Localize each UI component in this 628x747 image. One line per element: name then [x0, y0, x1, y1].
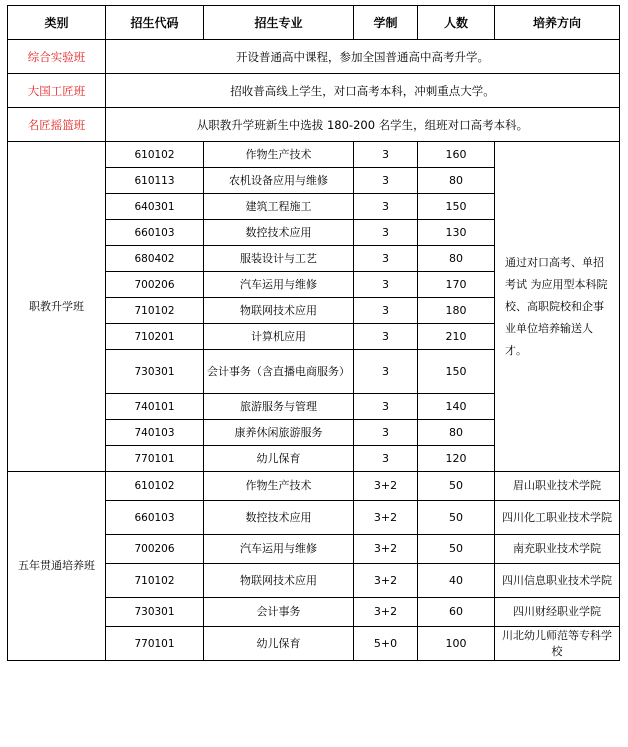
major-name: 服装设计与工艺	[204, 246, 354, 272]
enroll-count: 40	[418, 564, 495, 598]
duration: 3+2	[354, 472, 418, 501]
special-class-description: 开设普通高中课程，参加全国普通高中高考升学。	[106, 40, 620, 74]
enroll-count: 80	[418, 420, 495, 446]
major-code: 610102	[106, 472, 204, 501]
major-name: 会计事务（含直播电商服务）	[204, 350, 354, 394]
vocational-row	[8, 142, 620, 168]
major-code: 700206	[106, 272, 204, 298]
partner-college: 四川信息职业技术学院	[495, 564, 620, 598]
enroll-count: 80	[418, 246, 495, 272]
duration: 3	[354, 220, 418, 246]
special-class-row	[8, 40, 620, 74]
major-code: 640301	[106, 194, 204, 220]
major-code: 770101	[106, 627, 204, 661]
major-code: 770101	[106, 446, 204, 472]
enroll-count: 60	[418, 598, 495, 627]
header-direction: 培养方向	[495, 6, 620, 40]
duration: 3+2	[354, 598, 418, 627]
major-name: 物联网技术应用	[204, 564, 354, 598]
major-code: 710201	[106, 324, 204, 350]
enroll-count: 150	[418, 194, 495, 220]
duration: 3	[354, 324, 418, 350]
major-code: 740103	[106, 420, 204, 446]
duration: 3	[354, 298, 418, 324]
duration: 3	[354, 246, 418, 272]
major-code: 710102	[106, 298, 204, 324]
major-code: 700206	[106, 535, 204, 564]
enrollment-table	[7, 5, 620, 661]
major-name: 作物生产技术	[204, 472, 354, 501]
major-code: 710102	[106, 564, 204, 598]
header-category: 类别	[8, 6, 106, 40]
duration: 3	[354, 272, 418, 298]
major-name: 康养休闲旅游服务	[204, 420, 354, 446]
special-class-row	[8, 108, 620, 142]
enroll-count: 180	[418, 298, 495, 324]
major-code: 660103	[106, 220, 204, 246]
duration: 3+2	[354, 501, 418, 535]
duration: 3	[354, 194, 418, 220]
special-class-description: 招收普高线上学生，对口高考本科，冲刺重点大学。	[106, 74, 620, 108]
duration: 3	[354, 168, 418, 194]
enroll-count: 80	[418, 168, 495, 194]
enroll-count: 140	[418, 394, 495, 420]
major-name: 物联网技术应用	[204, 298, 354, 324]
major-code: 610102	[106, 142, 204, 168]
enroll-count: 160	[418, 142, 495, 168]
major-name: 旅游服务与管理	[204, 394, 354, 420]
duration: 3	[354, 394, 418, 420]
header-code: 招生代码	[106, 6, 204, 40]
special-class-row	[8, 74, 620, 108]
enroll-count: 50	[418, 535, 495, 564]
special-class-name: 大国工匠班	[8, 74, 106, 108]
partner-college: 四川财经职业学院	[495, 598, 620, 627]
enroll-count: 50	[418, 472, 495, 501]
major-name: 建筑工程施工	[204, 194, 354, 220]
major-name: 计算机应用	[204, 324, 354, 350]
duration: 5+0	[354, 627, 418, 661]
duration: 3	[354, 420, 418, 446]
duration: 3+2	[354, 564, 418, 598]
major-name: 幼儿保育	[204, 627, 354, 661]
major-name: 幼儿保育	[204, 446, 354, 472]
partner-college: 四川化工职业技术学院	[495, 501, 620, 535]
duration: 3	[354, 350, 418, 394]
header-row	[8, 6, 620, 40]
vocational-category: 职教升学班	[8, 142, 106, 472]
duration: 3+2	[354, 535, 418, 564]
partner-college: 眉山职业技术学院	[495, 472, 620, 501]
major-name: 数控技术应用	[204, 501, 354, 535]
major-code: 740101	[106, 394, 204, 420]
major-name: 农机设备应用与维修	[204, 168, 354, 194]
vocational-direction: 通过对口高考、单招考试 为应用型本科院校、高职院校和企事业单位培养输送人才。	[495, 142, 620, 472]
major-name: 作物生产技术	[204, 142, 354, 168]
header-duration: 学制	[354, 6, 418, 40]
enroll-count: 130	[418, 220, 495, 246]
enroll-count: 120	[418, 446, 495, 472]
partner-college: 南充职业技术学院	[495, 535, 620, 564]
duration: 3	[354, 446, 418, 472]
special-class-name: 综合实验班	[8, 40, 106, 74]
special-class-description: 从职教升学班新生中选拔 180-200 名学生，组班对口高考本科。	[106, 108, 620, 142]
major-code: 730301	[106, 350, 204, 394]
five-year-category: 五年贯通培养班	[8, 472, 106, 661]
major-code: 610113	[106, 168, 204, 194]
major-name: 数控技术应用	[204, 220, 354, 246]
major-code: 680402	[106, 246, 204, 272]
major-name: 汽车运用与维修	[204, 272, 354, 298]
major-code: 730301	[106, 598, 204, 627]
enroll-count: 100	[418, 627, 495, 661]
five-year-row	[8, 472, 620, 501]
header-major: 招生专业	[204, 6, 354, 40]
major-name: 会计事务	[204, 598, 354, 627]
enroll-count: 150	[418, 350, 495, 394]
major-code: 660103	[106, 501, 204, 535]
header-count: 人数	[418, 6, 495, 40]
partner-college: 川北幼儿师范等专科学校	[495, 627, 620, 661]
special-class-name: 名匠摇篮班	[8, 108, 106, 142]
duration: 3	[354, 142, 418, 168]
major-name: 汽车运用与维修	[204, 535, 354, 564]
enroll-count: 210	[418, 324, 495, 350]
enroll-count: 170	[418, 272, 495, 298]
enroll-count: 50	[418, 501, 495, 535]
